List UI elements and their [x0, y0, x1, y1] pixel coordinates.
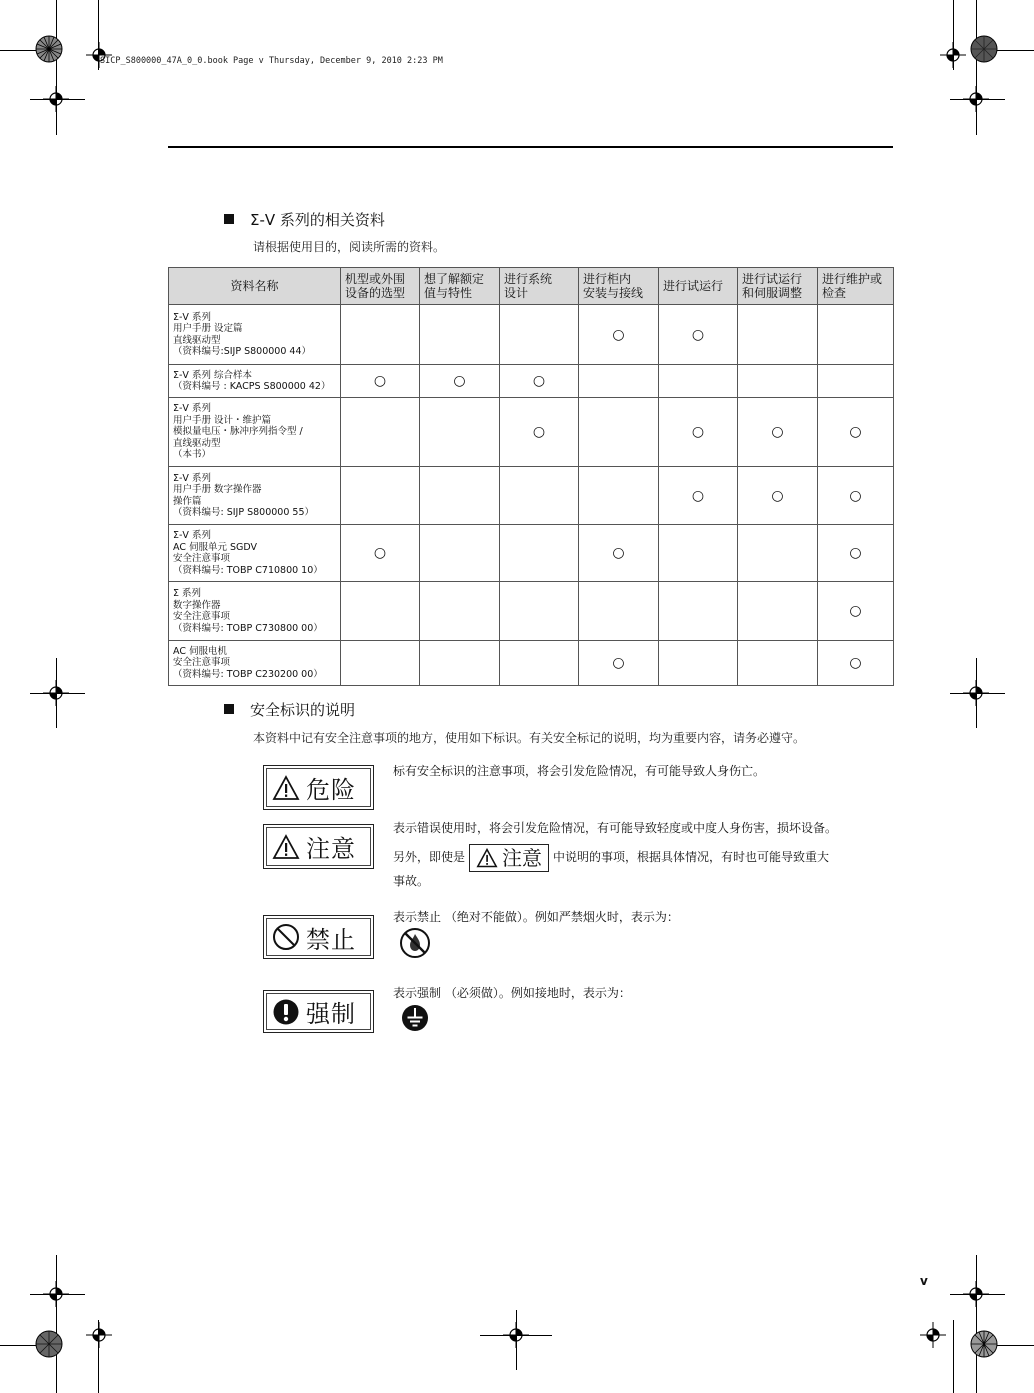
mandatory-description: 表示强制 （必须做）。例如接地时，表示为：	[393, 986, 631, 1000]
document-name-line: Σ-V 系列	[173, 403, 211, 415]
applicability-mark-cell	[579, 398, 659, 467]
column-header-line: 检查	[822, 286, 847, 300]
applicability-mark-cell	[341, 641, 420, 686]
registration-target-icon	[920, 1322, 946, 1348]
registration-target-icon	[963, 1281, 989, 1307]
caution-description: 表示错误使用时，将会引发危险情况，有可能导致轻度或中度人身伤害，损坏设备。	[393, 821, 838, 835]
table-row	[169, 641, 894, 686]
table-row	[169, 525, 894, 582]
document-name-line: 模拟量电压・脉冲序列指令型 /	[173, 426, 303, 438]
applicability-mark-cell	[420, 641, 500, 686]
applicability-mark-cell	[818, 365, 894, 398]
column-header-line: 机型或外围	[345, 272, 406, 286]
table-row	[169, 398, 894, 467]
section-title: 安全标识的说明	[250, 701, 356, 719]
mandatory-label: 强制	[306, 1000, 356, 1028]
column-header-line: 资料名称	[230, 279, 279, 293]
section-intro: 请根据使用目的，阅读所需的资料。	[253, 240, 446, 254]
column-header-purpose	[341, 268, 420, 305]
applicability-mark-cell	[420, 525, 500, 582]
document-name-line: AC 伺服电机	[173, 645, 227, 657]
applicability-mark-cell: ○	[341, 525, 420, 582]
prohibited-label: 禁止	[306, 925, 356, 954]
star-target-icon	[970, 35, 998, 63]
document-name-line: Σ-V 系列	[173, 311, 211, 323]
column-header-line: 进行系统	[504, 272, 553, 286]
document-name-line: Σ 系列	[173, 588, 202, 599]
applicability-mark-cell	[659, 582, 738, 641]
page-number: v	[920, 1274, 928, 1288]
applicability-mark-cell	[420, 305, 500, 365]
document-name-line: 安全注意事项	[173, 553, 231, 564]
applicability-mark-cell: ○	[579, 641, 659, 686]
applicability-mark-cell	[500, 582, 579, 641]
caution-note-suffix: 中说明的事项，根据具体情况，有时也可能导致重大	[553, 850, 830, 864]
applicability-mark-cell	[500, 305, 579, 365]
applicability-mark-cell: ○	[500, 398, 579, 467]
document-name-cell	[169, 582, 341, 641]
table-row	[169, 305, 894, 365]
applicability-mark-cell	[500, 525, 579, 582]
applicability-mark-cell	[818, 305, 894, 365]
column-header-purpose	[500, 268, 579, 305]
column-header-purpose	[420, 268, 500, 305]
registration-target-icon	[963, 86, 989, 112]
prohibited-symbol	[263, 915, 374, 959]
applicability-mark-cell	[659, 641, 738, 686]
square-bullet-icon	[224, 704, 234, 714]
applicability-mark-cell: ○	[579, 305, 659, 365]
document-name-line: （本书）	[173, 449, 212, 461]
applicability-mark-cell	[738, 582, 818, 641]
column-header-line: 设备的选型	[345, 286, 406, 300]
document-name-line: （资料编号:SIJP S800000 44）	[173, 346, 311, 357]
top-rule	[168, 146, 893, 148]
table-header-row	[169, 268, 894, 305]
caution-symbol	[263, 824, 374, 869]
document-name-line: Σ-V 系列 综合样本	[173, 369, 252, 381]
document-name-cell	[169, 398, 341, 467]
inline-caution-symbol	[469, 844, 549, 872]
column-header-line: 和伺服调整	[742, 286, 803, 300]
caution-note	[393, 843, 829, 872]
applicability-mark-cell: ○	[659, 305, 738, 365]
applicability-mark-cell: ○	[818, 582, 894, 641]
applicability-mark-cell	[659, 525, 738, 582]
danger-description: 标有安全标识的注意事项，将会引发危险情况，有可能导致人身伤亡。	[393, 764, 766, 778]
applicability-mark-cell: ○	[500, 365, 579, 398]
document-name-cell	[169, 365, 341, 398]
caution-label: 注意	[306, 835, 356, 863]
applicability-mark-cell: ○	[420, 365, 500, 398]
registration-target-icon	[43, 1281, 69, 1307]
applicability-mark-cell	[420, 398, 500, 467]
registration-target-icon	[503, 1322, 529, 1348]
document-name-line: 用户手册 设计・维护篇	[173, 414, 272, 426]
no-fire-icon	[399, 927, 431, 959]
column-header-purpose	[579, 268, 659, 305]
danger-symbol	[263, 765, 374, 810]
table-row	[169, 365, 894, 398]
document-name-cell	[169, 305, 341, 365]
applicability-mark-cell: ○	[818, 525, 894, 582]
danger-label: 危险	[306, 776, 356, 804]
applicability-mark-cell	[579, 582, 659, 641]
document-name-line: （资料编号 : KACPS S800000 42）	[173, 381, 331, 392]
applicability-mark-cell: ○	[659, 398, 738, 467]
document-name-line: 数字操作器	[173, 599, 221, 611]
applicability-mark-cell: ○	[579, 525, 659, 582]
document-name-cell	[169, 467, 341, 525]
ground-icon	[401, 1004, 429, 1032]
square-bullet-icon	[224, 214, 234, 224]
column-header-line: 值与特性	[424, 286, 473, 300]
star-target-icon	[35, 1330, 63, 1358]
applicability-mark-cell: ○	[341, 365, 420, 398]
document-name-line: 操作篇	[173, 495, 202, 507]
applicability-mark-cell	[579, 365, 659, 398]
document-name-line: 用户手册 设定篇	[173, 323, 243, 334]
caution-note-prefix: 另外，即使是	[393, 850, 466, 864]
applicability-mark-cell	[341, 582, 420, 641]
document-name-line: Σ-V 系列	[173, 530, 211, 541]
applicability-mark-cell	[500, 467, 579, 525]
document-name-cell	[169, 641, 341, 686]
applicability-mark-cell: ○	[818, 398, 894, 467]
applicability-mark-cell	[500, 641, 579, 686]
registration-target-icon	[43, 86, 69, 112]
document-name-line: （资料编号: TOBP C230200 00）	[173, 668, 323, 680]
applicability-mark-cell	[659, 365, 738, 398]
section-title: Σ-V 系列的相关资料	[250, 211, 385, 229]
document-name-line: 安全注意事项	[173, 611, 231, 622]
document-name-line: （资料编号: TOBP C730800 00）	[173, 622, 323, 634]
column-header-line: 安装与接线	[583, 286, 644, 300]
column-header-line: 进行试运行	[663, 279, 724, 293]
applicability-mark-cell	[420, 582, 500, 641]
applicability-mark-cell	[738, 641, 818, 686]
column-header-line: 进行试运行	[742, 272, 803, 286]
star-target-icon	[35, 35, 63, 63]
warning-triangle-icon	[476, 848, 498, 868]
document-name-line: AC 伺服单元 SGDV	[173, 541, 258, 553]
document-name-line: （资料编号: TOBP C710800 10）	[173, 564, 323, 576]
document-name-line: （资料编号: SIJP S800000 55）	[173, 507, 315, 518]
column-header-purpose	[818, 268, 894, 305]
applicability-mark-cell	[738, 305, 818, 365]
column-header-line: 设计	[504, 286, 529, 300]
caution-note-continued: 事故。	[393, 874, 430, 888]
column-header-purpose	[738, 268, 818, 305]
section-heading-related-docs	[224, 209, 385, 230]
applicability-mark-cell: ○	[818, 641, 894, 686]
column-header-purpose	[659, 268, 738, 305]
document-name-line: Σ-V 系列	[173, 472, 211, 484]
inline-caution-label: 注意	[502, 845, 543, 870]
section-heading-safety-symbols	[224, 699, 355, 720]
document-name-line: 用户手册 数字操作器	[173, 484, 262, 495]
applicability-mark-cell	[420, 467, 500, 525]
column-header-line: 想了解额定	[424, 272, 485, 286]
applicability-mark-cell	[341, 305, 420, 365]
applicability-mark-cell	[738, 525, 818, 582]
prohibited-description: 表示禁止 （绝对不能做）。例如严禁烟火时，表示为：	[393, 910, 679, 924]
table-row	[169, 467, 894, 525]
mandatory-symbol	[263, 990, 374, 1033]
table-row	[169, 582, 894, 641]
document-name-line: 安全注意事项	[173, 657, 231, 669]
star-target-icon	[970, 1330, 998, 1358]
registration-target-icon	[43, 680, 69, 706]
document-name-cell	[169, 525, 341, 582]
column-header-document-name	[169, 268, 341, 305]
applicability-mark-cell: ○	[738, 398, 818, 467]
applicability-mark-cell	[579, 467, 659, 525]
applicability-mark-cell	[738, 365, 818, 398]
applicability-mark-cell	[341, 467, 420, 525]
registration-target-icon	[940, 42, 966, 68]
applicability-mark-cell: ○	[659, 467, 738, 525]
registration-target-icon	[86, 1322, 112, 1348]
registration-target-icon	[963, 680, 989, 706]
applicability-mark-cell	[341, 398, 420, 467]
document-name-line: 直线驱动型	[173, 437, 221, 449]
applicability-mark-cell: ○	[818, 467, 894, 525]
related-docs-table	[168, 267, 894, 686]
document-name-line: 直线驱动型	[173, 334, 221, 346]
print-header: SICP_S800000_47A_0_0.book Page v Thursday, December 9, 2010 2:23 PM	[100, 56, 443, 66]
applicability-mark-cell: ○	[738, 467, 818, 525]
section-intro: 本资料中记有安全注意事项的地方，使用如下标识。有关安全标记的说明，均为重要内容，请务必遵守。	[253, 731, 806, 745]
column-header-line: 进行柜内	[583, 272, 632, 286]
column-header-line: 进行维护或	[822, 272, 883, 286]
